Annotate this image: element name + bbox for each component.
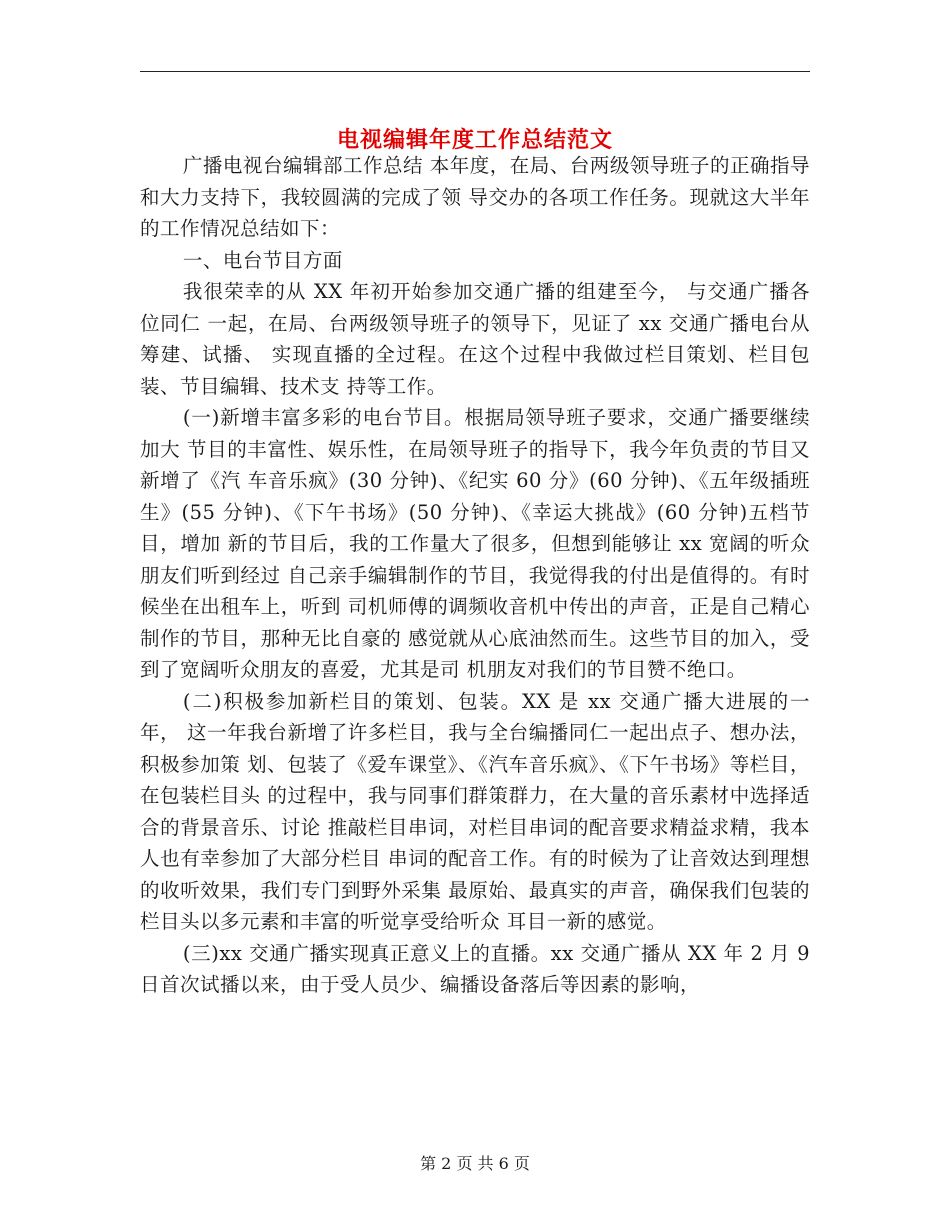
paragraph: (一)新增丰富多彩的电台节目。根据局领导班子要求，交通广播要继续加大 节目的丰富性、娱乐性，在局领导班子的指导下，我今年负责的节目又新增了《汽 车音乐疯》(30 分钟)、《纪实 60 分》(60 分钟)、《五年级插班生》(55 分钟)、《下午书场》(50 分钟)、《幸运大挑战》(60 分钟)五档节目，增加 新的节目后，我的工作量大了很多，但想到能够让 xx 宽阔的听众朋友们听到经过 自己亲手编辑制作的节目，我觉得我的付出是值得的。有时候坐在出租车上，听到 司机师傅的调频收音机中传出的声音，正是自己精心制作的节目，那种无比自豪的 感觉就从心底油然而生。这些节目的加入，受到了宽阔听众朋友的喜爱，尤其是司 机朋友对我们的节目赞不绝口。 [140, 406, 810, 681]
page-footer: 第 2 页 共 6 页 [420, 1154, 530, 1173]
paragraph: (三)xx 交通广播实现真正意义上的直播。xx 交通广播从 XX 年 2 月 9 日首次试播以来，由于受人员少、编播设备落后等因素的影响， [140, 941, 810, 996]
paragraph-intro: 广播电视台编辑部工作总结 本年度，在局、台两级领导班子的正确指导和大力支持下，我较圆满的完成了领 导交办的各项工作任务。现就这大半年的工作情况总结如下： [140, 154, 810, 240]
header-rule [140, 71, 810, 72]
document-body [140, 150, 810, 1001]
section-heading: 一、电台节目方面 [182, 248, 343, 272]
paragraph: 我很荣幸的从 XX 年初开始参加交通广播的组建至今， 与交通广播各位同仁 一起，在局、台两级领导班子的领导下，见证了 xx 交通广播电台从筹建、试播、 实现直播的全过程。在这个过程中我做过栏目策划、栏目包装、节目编辑、技术支 持等工作。 [140, 280, 810, 398]
paragraph: (二)积极参加新栏目的策划、包装。XX 是 xx 交通广播大进展的一年， 这一年我台新增了许多栏目，我与全台编播同仁一起出点子、想办法，积极参加策 划、包装了《爱车课堂》、《汽车音乐疯》、《下午书场》等栏目，在包装栏目头 的过程中，我与同事们群策群力，在大量的音乐素材中选择适合的背景音乐、讨论 推敲栏目串词，对栏目串词的配音要求精益求精，我本人也有幸参加了大部分栏目 串词的配音工作。有的时候为了让音效达到理想的收听效果，我们专门到野外采集 最原始、最真实的声音，确保我们包装的栏目头以多元素和丰富的听觉享受给听众 耳目一新的感觉。 [140, 689, 810, 933]
document-title: 电视编辑年度工作总结范文 [336, 126, 613, 153]
